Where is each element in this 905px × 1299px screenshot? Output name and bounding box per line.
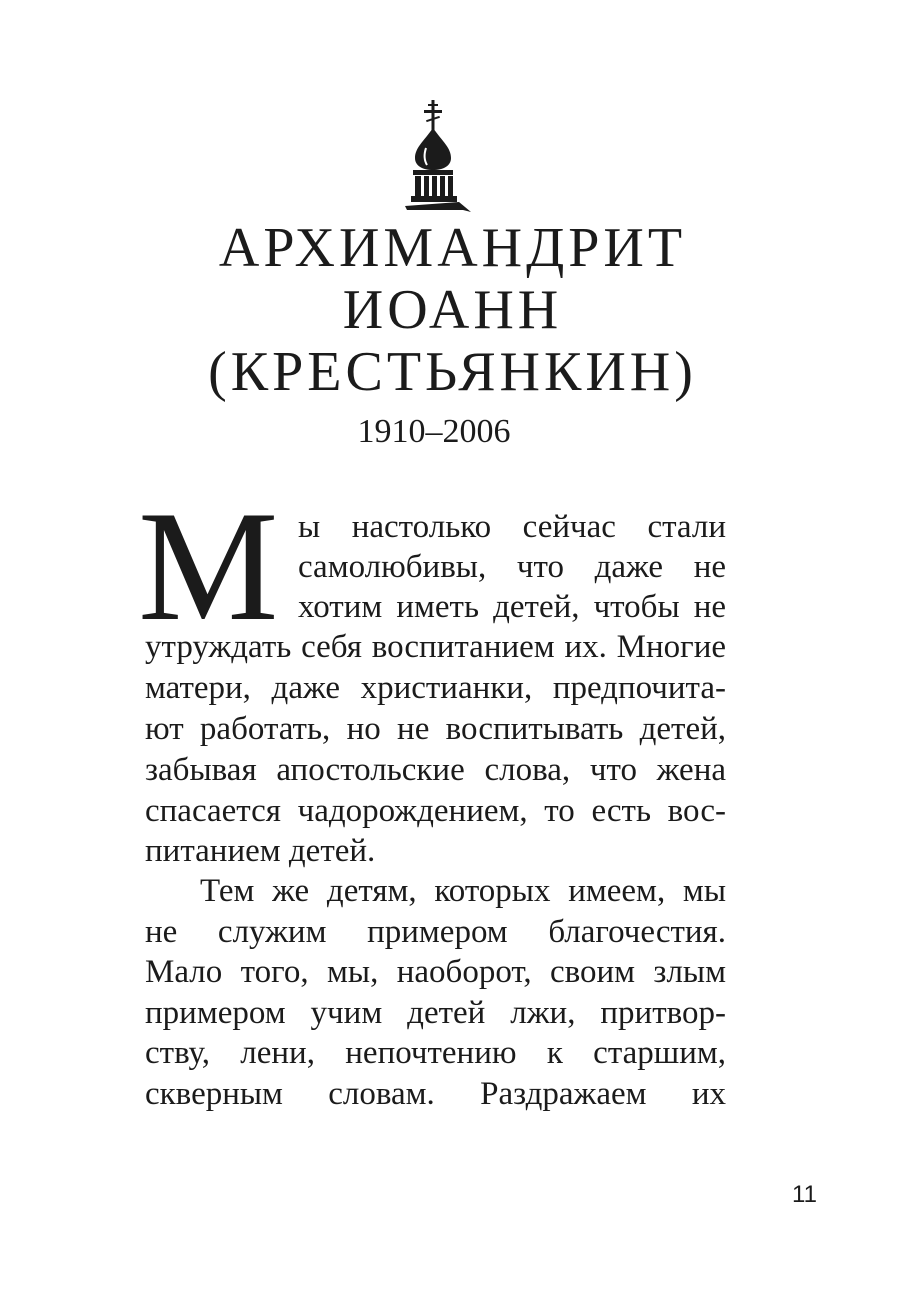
page-number: 11 bbox=[792, 1181, 817, 1208]
text-line: ству, лени, непочтению к старшим, bbox=[145, 1035, 726, 1071]
text-line: хотим иметь детей, чтобы не bbox=[298, 589, 726, 625]
life-years: 1910–2006 bbox=[357, 413, 511, 450]
text-line: утруждать себя воспитанием их. Многие bbox=[145, 629, 726, 665]
text-line: забывая апостольские слова, что жена bbox=[145, 752, 726, 788]
text-line: ы настолько сейчас стали bbox=[298, 509, 726, 545]
text-line: спасается чадорождением, то есть вос- bbox=[145, 793, 726, 829]
text-line: примером учим детей лжи, притвор- bbox=[145, 995, 726, 1031]
drop-cap: М bbox=[138, 479, 279, 654]
title-line-2: ИОАНН bbox=[342, 279, 563, 341]
church-dome-with-cross-icon bbox=[393, 98, 473, 216]
text-line: самолюбивы, что даже не bbox=[298, 549, 726, 585]
text-line: Тем же детям, которых имеем, мы bbox=[200, 873, 726, 909]
text-line: матери, даже христианки, предпочита- bbox=[145, 670, 726, 706]
text-line: Мало того, мы, наоборот, своим злым bbox=[145, 954, 726, 990]
title-line-1: АРХИМАНДРИТ bbox=[218, 217, 687, 279]
text-line: не служим примером благочестия. bbox=[145, 914, 726, 950]
title-line-3: (КРЕСТЬЯНКИН) bbox=[208, 341, 697, 403]
text-line: питанием детей. bbox=[145, 833, 376, 869]
text-line: ют работать, но не воспитывать детей, bbox=[145, 711, 726, 747]
text-line: скверным словам. Раздражаем их bbox=[145, 1076, 726, 1112]
